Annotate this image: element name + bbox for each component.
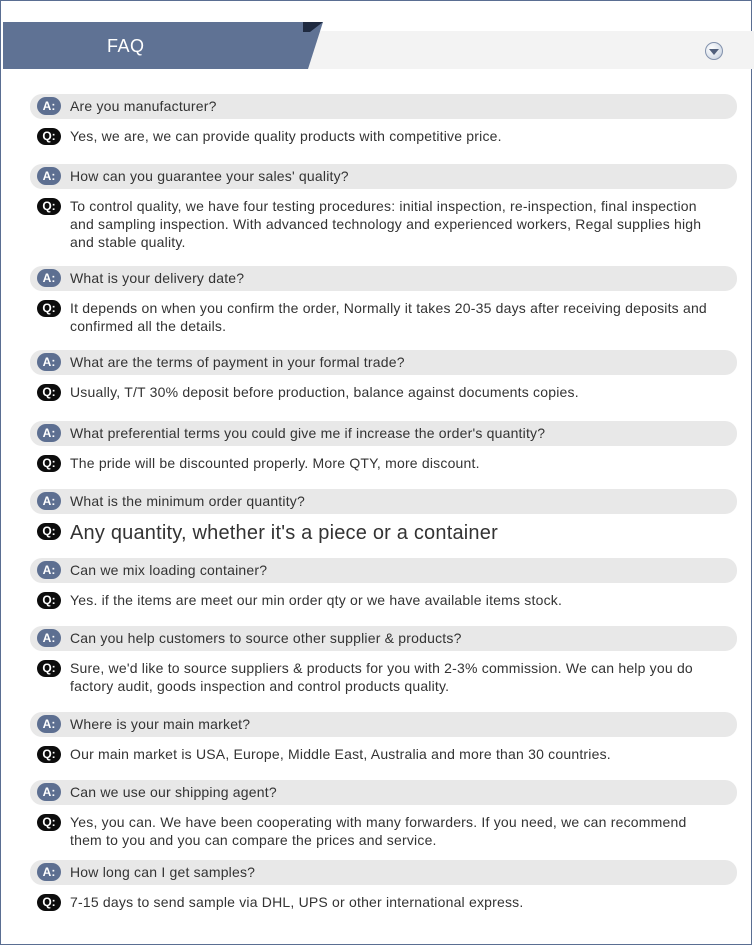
answer-badge: Q: — [37, 523, 61, 540]
faq-answer — [37, 745, 717, 763]
faq-answer — [37, 299, 717, 335]
faq-answer — [37, 522, 717, 545]
answer-text: Yes, you can. We have been cooperating with many forwarders. If you need, we can recommend them to you and you can compare the prices and service. — [70, 814, 687, 848]
answer-badge: Q: — [37, 814, 61, 831]
answer-text: Usually, T/T 30% deposit before production, balance against documents copies. — [70, 384, 579, 400]
faq-question — [30, 626, 737, 651]
question-text: Can we use our shipping agent? — [70, 784, 277, 800]
faq-answer — [37, 383, 717, 401]
question-text: Can we mix loading container? — [70, 562, 268, 578]
answer-text: Yes, we are, we can provide quality products with competitive price. — [70, 128, 502, 144]
faq-answer — [37, 591, 717, 609]
question-badge: A: — [37, 97, 61, 115]
answer-badge: Q: — [37, 660, 61, 677]
question-badge: A: — [37, 629, 61, 647]
faq-answer — [37, 454, 717, 472]
faq-question — [30, 712, 737, 737]
answer-badge: Q: — [37, 746, 61, 763]
answer-text: To control quality, we have four testing procedures: initial inspection, re-inspection, final inspection and sampling inspection. With advanced technology and experienced workers, Regal supplies high and stable quality. — [70, 198, 702, 250]
question-badge: A: — [37, 715, 61, 733]
faq-question — [30, 421, 737, 446]
question-badge: A: — [37, 167, 61, 185]
faq-question — [30, 780, 737, 805]
faq-question — [30, 164, 737, 189]
question-text: How long can I get samples? — [70, 864, 256, 880]
faq-answer — [37, 197, 717, 251]
answer-badge: Q: — [37, 384, 61, 401]
question-text: What are the terms of payment in your formal trade? — [70, 354, 405, 370]
faq-answer — [37, 659, 717, 695]
answer-text: 7-15 days to send sample via DHL, UPS or other international express. — [70, 894, 524, 910]
question-text: What is your delivery date? — [70, 270, 245, 286]
question-badge: A: — [37, 561, 61, 579]
faq-answer — [37, 127, 717, 145]
faq-question — [30, 860, 737, 885]
question-badge: A: — [37, 783, 61, 801]
faq-question — [30, 558, 737, 583]
faq-question — [30, 350, 737, 375]
answer-text: The pride will be discounted properly. More QTY, more discount. — [70, 455, 480, 471]
answer-badge: Q: — [37, 300, 61, 317]
answer-badge: Q: — [37, 128, 61, 145]
answer-badge: Q: — [37, 894, 61, 911]
answer-text: Yes. if the items are meet our min order qty or we have available items stock. — [70, 592, 563, 608]
faq-question — [30, 94, 737, 119]
answer-badge: Q: — [37, 592, 61, 609]
answer-text: Sure, we'd like to source suppliers & products for you with 2-3% commission. We can help you do factory audit, goods inspection and control products quality. — [70, 660, 693, 694]
page-title: FAQ — [107, 36, 145, 56]
question-text: How can you guarantee your sales' quality? — [70, 168, 349, 184]
answer-text: Our main market is USA, Europe, Middle East, Australia and more than 30 countries. — [70, 746, 611, 762]
question-badge: A: — [37, 269, 61, 287]
question-badge: A: — [37, 863, 61, 881]
answer-badge: Q: — [37, 198, 61, 215]
faq-question — [30, 489, 737, 514]
question-text: Are you manufacturer? — [70, 98, 217, 114]
question-text: What is the minimum order quantity? — [70, 493, 305, 509]
question-badge: A: — [37, 424, 61, 442]
question-text: Where is your main market? — [70, 716, 251, 732]
answer-badge: Q: — [37, 455, 61, 472]
question-badge: A: — [37, 353, 61, 371]
question-text: What preferential terms you could give me if increase the order's quantity? — [70, 425, 546, 441]
question-text: Can you help customers to source other supplier & products? — [70, 630, 462, 646]
answer-text: It depends on when you confirm the order, Normally it takes 20-35 days after receiving deposits and confirmed all the details. — [70, 300, 707, 334]
answer-text: Any quantity, whether it's a piece or a container — [70, 522, 498, 544]
faq-question — [30, 266, 737, 291]
question-badge: A: — [37, 492, 61, 510]
faq-answer — [37, 893, 717, 911]
faq-answer — [37, 813, 717, 849]
